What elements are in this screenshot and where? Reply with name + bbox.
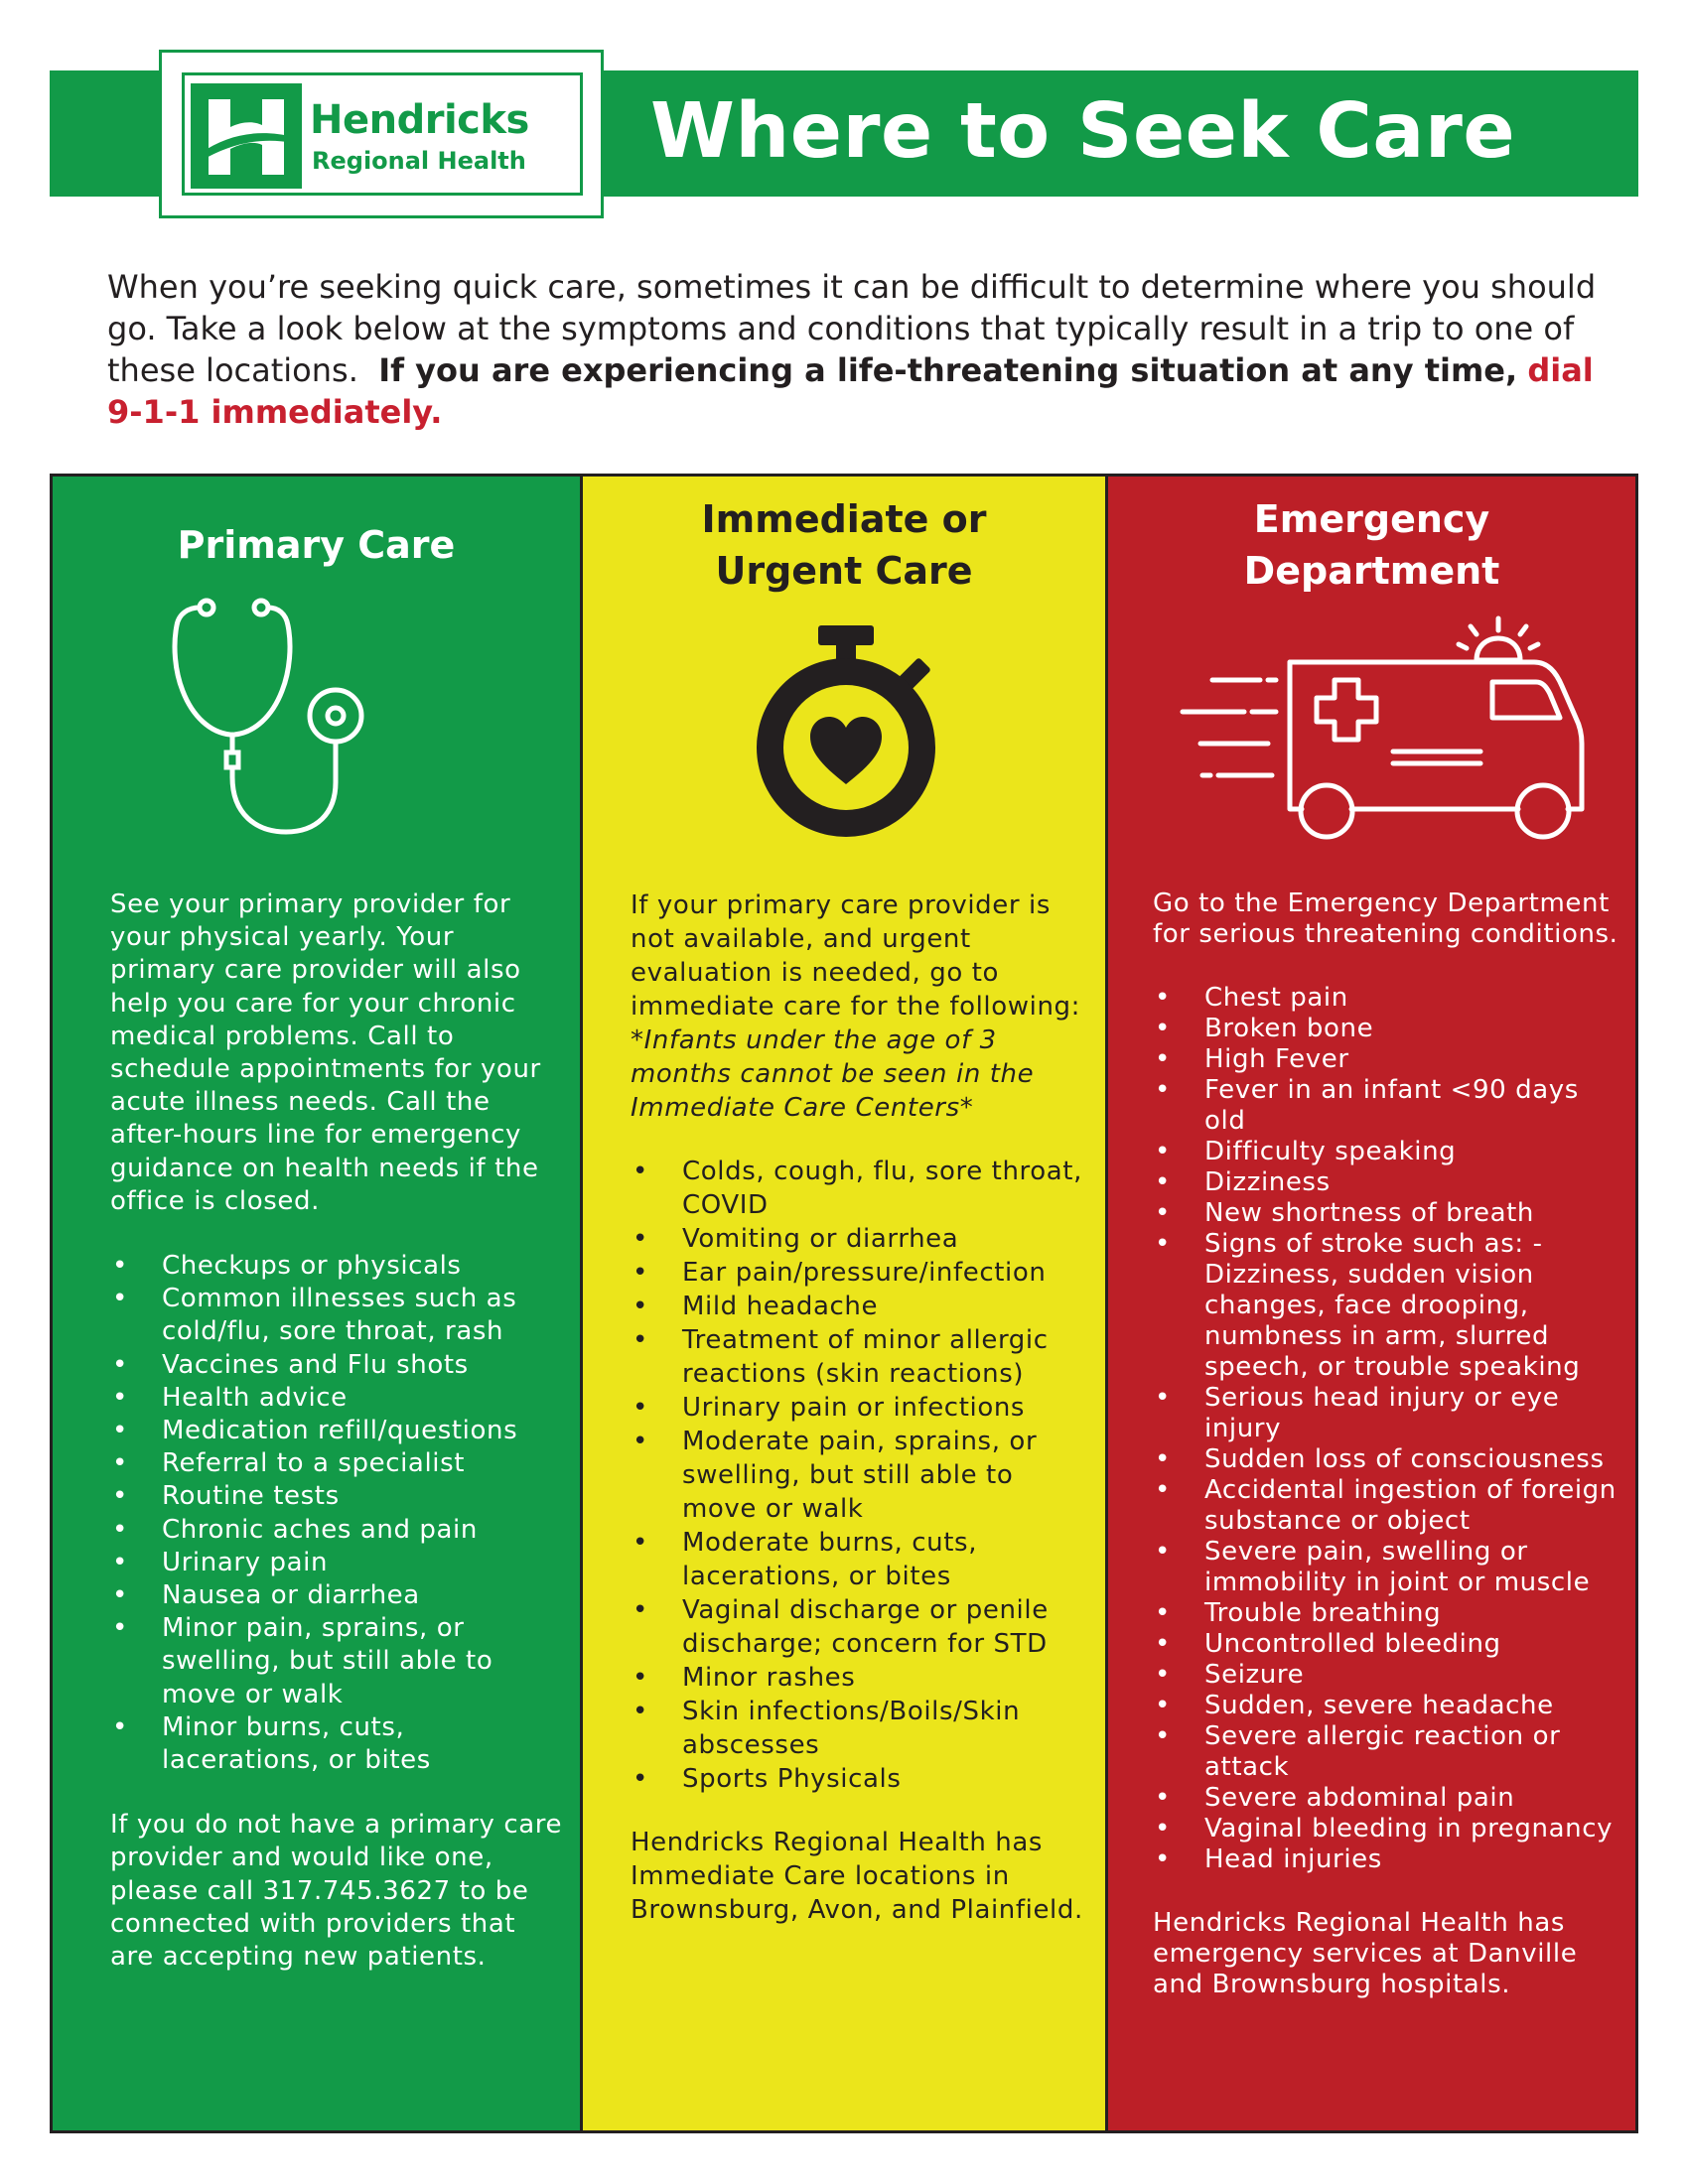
emergency-closing: Hendricks Regional Health has emergency services at Danville and Brownsburg hospitals.	[1153, 1908, 1578, 1999]
list-item: • Ear pain/pressure/infection	[631, 1256, 1087, 1290]
intro-warning: If you are experiencing a life-threatening situation at any time,	[378, 351, 1518, 389]
list-item: • Difficulty speaking	[1153, 1137, 1619, 1167]
list-item: • Seizure	[1153, 1660, 1619, 1691]
emergency-column	[1108, 477, 1635, 2130]
list-item: • Colds, cough, flu, sore throat, COVID	[631, 1155, 1087, 1222]
stethoscope-icon	[167, 594, 365, 837]
logo-name: Hendricks	[310, 97, 529, 143]
list-item: • Moderate burns, cuts, lacerations, or bites	[631, 1526, 1087, 1593]
list-item: • Common illnesses such as cold/flu, sore throat, rash	[110, 1283, 567, 1348]
list-item: • Severe pain, swelling or immobility in joint or muscle	[1153, 1537, 1619, 1598]
list-item: • Referral to a specialist	[110, 1447, 567, 1480]
list-item: • Nausea or diarrhea	[110, 1579, 567, 1612]
emergency-title-line2: Department	[1243, 549, 1500, 593]
list-item: • Vaginal bleeding in pregnancy	[1153, 1814, 1619, 1844]
list-item: • Sports Physicals	[631, 1762, 1087, 1796]
list-item: • Chest pain	[1153, 983, 1619, 1014]
list-item: • Severe allergic reaction or attack	[1153, 1721, 1619, 1783]
urgent-care-closing: Hendricks Regional Health has Immediate Care locations in Brownsburg, Avon, and Plainfield.	[631, 1828, 1083, 1925]
list-item: • Urinary pain	[110, 1547, 567, 1579]
list-item: • Moderate pain, sprains, or swelling, but still able to move or walk	[631, 1425, 1087, 1526]
logo-frame	[182, 72, 583, 196]
list-item: • Chronic aches and pain	[110, 1514, 567, 1547]
list-item: • Serious head injury or eye injury	[1153, 1383, 1619, 1444]
list-item: • Routine tests	[110, 1480, 567, 1513]
intro-paragraph	[107, 266, 1597, 433]
list-item: • Health advice	[110, 1382, 567, 1415]
urgent-care-description: If your primary care provider is not available, and urgent evaluation is needed, go to immediate care for the following:	[631, 890, 1080, 1022]
list-item: • Vaccines and Flu shots	[110, 1349, 567, 1382]
urgent-care-title-line2: Urgent Care	[715, 549, 973, 593]
list-item: • Medication refill/questions	[110, 1415, 567, 1447]
primary-care-closing: If you do not have a primary care provider and would like one, please call 317.745.3627 to be connected with providers that are accepting new patients.	[110, 1810, 563, 1973]
intro-text: When you’re seeking quick care, sometimes it can be difficult to determine where you should go. Take a look below at the symptoms and conditions that typically result in a trip to one of these locations.	[107, 268, 1597, 389]
dial-911-notice: dial 9-1-1 immediately	[107, 351, 1594, 431]
emergency-list	[1153, 983, 1619, 1875]
list-item: • Sudden, severe headache	[1153, 1691, 1619, 1721]
list-item: • Uncontrolled bleeding	[1153, 1629, 1619, 1660]
urgent-care-title-line1: Immediate or	[701, 497, 987, 541]
list-item: • Checkups or physicals	[110, 1250, 567, 1283]
urgent-care-column	[583, 477, 1108, 2130]
list-item: • Vaginal discharge or penile discharge; concern for STD	[631, 1593, 1087, 1661]
primary-care-column	[53, 477, 583, 2130]
list-item: • Minor pain, sprains, or swelling, but still able to move or walk	[110, 1612, 567, 1711]
emergency-description: Go to the Emergency Department for serious threatening conditions.	[1153, 888, 1618, 949]
list-item: • Accidental ingestion of foreign substance or object	[1153, 1475, 1619, 1537]
logo	[159, 50, 604, 218]
list-item: • Severe abdominal pain	[1153, 1783, 1619, 1814]
emergency-body	[1153, 888, 1619, 2000]
care-columns	[50, 474, 1638, 2133]
ambulance-icon	[1173, 601, 1590, 844]
emergency-title-line1: Emergency	[1253, 497, 1490, 541]
primary-care-list	[110, 1250, 567, 1777]
list-item: • New shortness of breath	[1153, 1198, 1619, 1229]
list-item: • Minor rashes	[631, 1661, 1087, 1695]
page-title: Where to Seek Care	[650, 87, 1516, 176]
urgent-care-infant-note: *Infants under the age of 3 months cannot be seen in the Immediate Care Centers*	[631, 1025, 1035, 1123]
list-item: • Mild headache	[631, 1290, 1087, 1323]
list-item: • Urinary pain or infections	[631, 1391, 1087, 1425]
list-item: • Fever in an infant <90 days old	[1153, 1075, 1619, 1137]
list-item: • Sudden loss of consciousness	[1153, 1444, 1619, 1475]
list-item: • Head injuries	[1153, 1844, 1619, 1875]
list-item: • Treatment of minor allergic reactions (skin reactions)	[631, 1323, 1087, 1391]
stopwatch-heart-icon	[747, 623, 945, 842]
list-item: • Signs of stroke such as: - Dizziness, sudden vision changes, face drooping, numbness in arm, slurred speech, or trouble speaking	[1153, 1229, 1619, 1383]
list-item: • Skin infections/Boils/Skin abscesses	[631, 1695, 1087, 1762]
urgent-care-list	[631, 1155, 1087, 1796]
primary-care-title: Primary Care	[177, 523, 456, 567]
primary-care-description: See your primary provider for your physical yearly. Your primary care provider will also help you care for your chronic medical problems. Call to schedule appointments for your acute illness needs. Call the after-hours line for emergency guidance on health needs if the office is closed.	[110, 889, 541, 1216]
list-item: • Trouble breathing	[1153, 1598, 1619, 1629]
logo-subtitle: Regional Health	[312, 147, 526, 175]
urgent-care-body	[631, 888, 1087, 1927]
list-item: • Minor burns, cuts, lacerations, or bites	[110, 1711, 567, 1777]
intro-end: .	[430, 393, 443, 431]
list-item: • Broken bone	[1153, 1014, 1619, 1044]
primary-care-body	[110, 888, 567, 1974]
logo-h-icon	[191, 83, 302, 189]
urgent-care-title	[583, 493, 1105, 597]
list-item: • High Fever	[1153, 1044, 1619, 1075]
list-item: • Dizziness	[1153, 1167, 1619, 1198]
emergency-title	[1108, 493, 1635, 597]
list-item: • Vomiting or diarrhea	[631, 1222, 1087, 1256]
